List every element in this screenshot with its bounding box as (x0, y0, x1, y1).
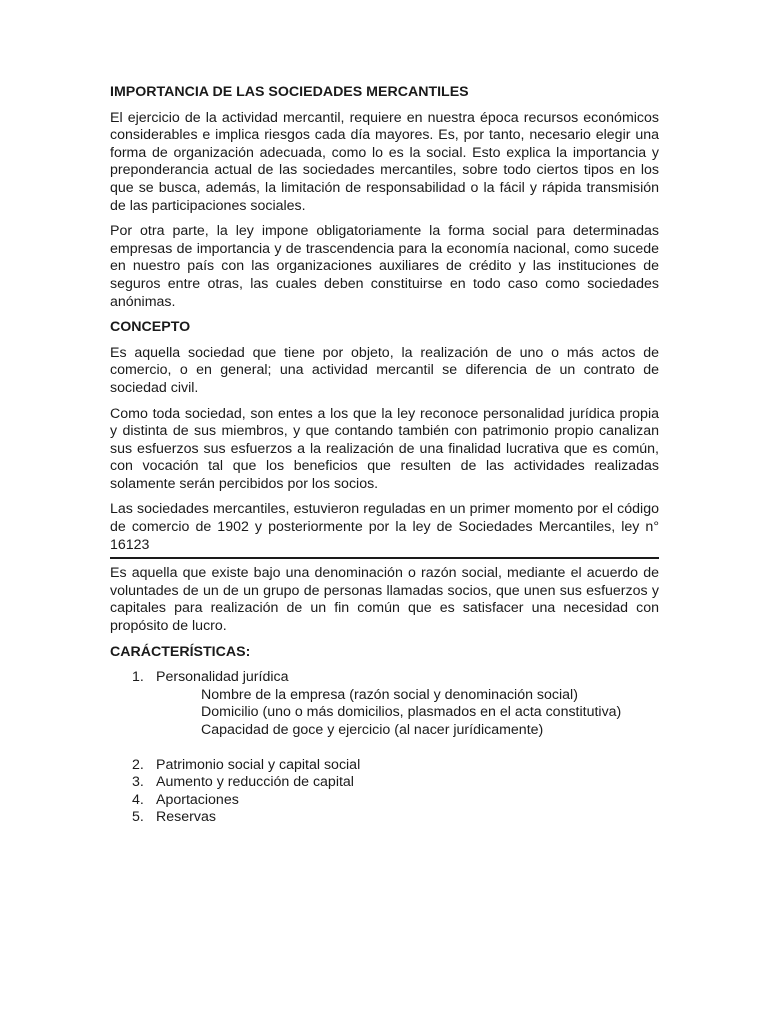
document-page (110, 84, 659, 827)
section-title-caracteristicas: CARÁCTERÍSTICAS: (110, 643, 251, 660)
list-item-label: Reservas (156, 809, 216, 826)
list-number: 3. (132, 774, 144, 791)
sublist-item: Nombre de la empresa (razón social y denominación social) (201, 686, 578, 703)
sublist-item: Domicilio (uno o más domicilios, plasmados en el acta constitutiva) (201, 704, 622, 721)
section-title-importancia: IMPORTANCIA DE LAS SOCIEDADES MERCANTILES (110, 84, 469, 100)
paragraph: Como toda sociedad, son entes a los que la ley reconoce personalidad jurídica propia y distinta de sus miembros, y que contando también con patrimonio propio canalizan sus esfuerzos sus esfuerzos a la realización de una finalidad lucrativa que es común, con vocación tal que los beneficios que resulten de las actividades realizadas solamente serán percibidos por los socios. (110, 405, 659, 492)
list-item (110, 757, 659, 775)
list-item (110, 792, 659, 810)
list-item-label: Aportaciones (156, 791, 239, 808)
list-number: 4. (132, 791, 144, 808)
paragraph: Por otra parte, la ley impone obligatoriamente la forma social para determinadas empresas de importancia y de trascendencia para la economía nacional, como sucede en nuestro país con las organizaciones auxiliares de crédito y las instituciones de seguros entre otras, las cuales deben constituirse en todo caso como sociedades anónimas. (110, 223, 659, 310)
paragraph: Es aquella sociedad que tiene por objeto, la realización de uno o más actos de comercio, o en general; una actividad mercantil se diferencia de un contrato de sociedad civil. (110, 344, 659, 396)
paragraph: Es aquella que existe bajo una denominación o razón social, mediante el acuerdo de voluntades de un de un grupo de personas llamadas socios, que unen sus esfuerzos y capitales para realización de un fin común que es satisfacer una necesidad con propósito de lucro. (110, 565, 659, 635)
list-number: 2. (132, 756, 144, 773)
paragraph: Las sociedades mercantiles, estuvieron reguladas en un primer momento por el código de comercio de 1902 y posteriormente por la ley de Sociedades Mercantiles, ley n° 16123 (110, 501, 659, 553)
list-item-label: Aumento y reducción de capital (156, 774, 354, 791)
list-item-label: Patrimonio social y capital social (156, 756, 361, 773)
section-title-concepto: CONCEPTO (110, 319, 191, 336)
horizontal-rule (110, 557, 659, 559)
sublist-item: Capacidad de goce y ejercicio (al nacer jurídicamente) (201, 722, 544, 738)
list-item (110, 809, 659, 827)
spacer (156, 740, 659, 757)
list-number: 1. (132, 669, 144, 686)
list-item-label: Personalidad jurídica (156, 669, 289, 686)
list-number: 5. (132, 809, 144, 826)
paragraph: El ejercicio de la actividad mercantil, requiere en nuestra época recursos económicos considerables e implica riesgos cada día mayores. Es, por tanto, necesario elegir una forma de organización adecuada, como lo es la social. Esto explica la importancia y preponderancia actual de las sociedades mercantiles, sobre todo ciertos tipos en los que se busca, además, la limitación de responsabilidad o la fácil y rápida transmisión de las participaciones sociales. (110, 109, 659, 214)
list-item (110, 669, 659, 756)
sublist (156, 687, 659, 740)
characteristics-list (110, 669, 659, 827)
list-item (110, 774, 659, 792)
